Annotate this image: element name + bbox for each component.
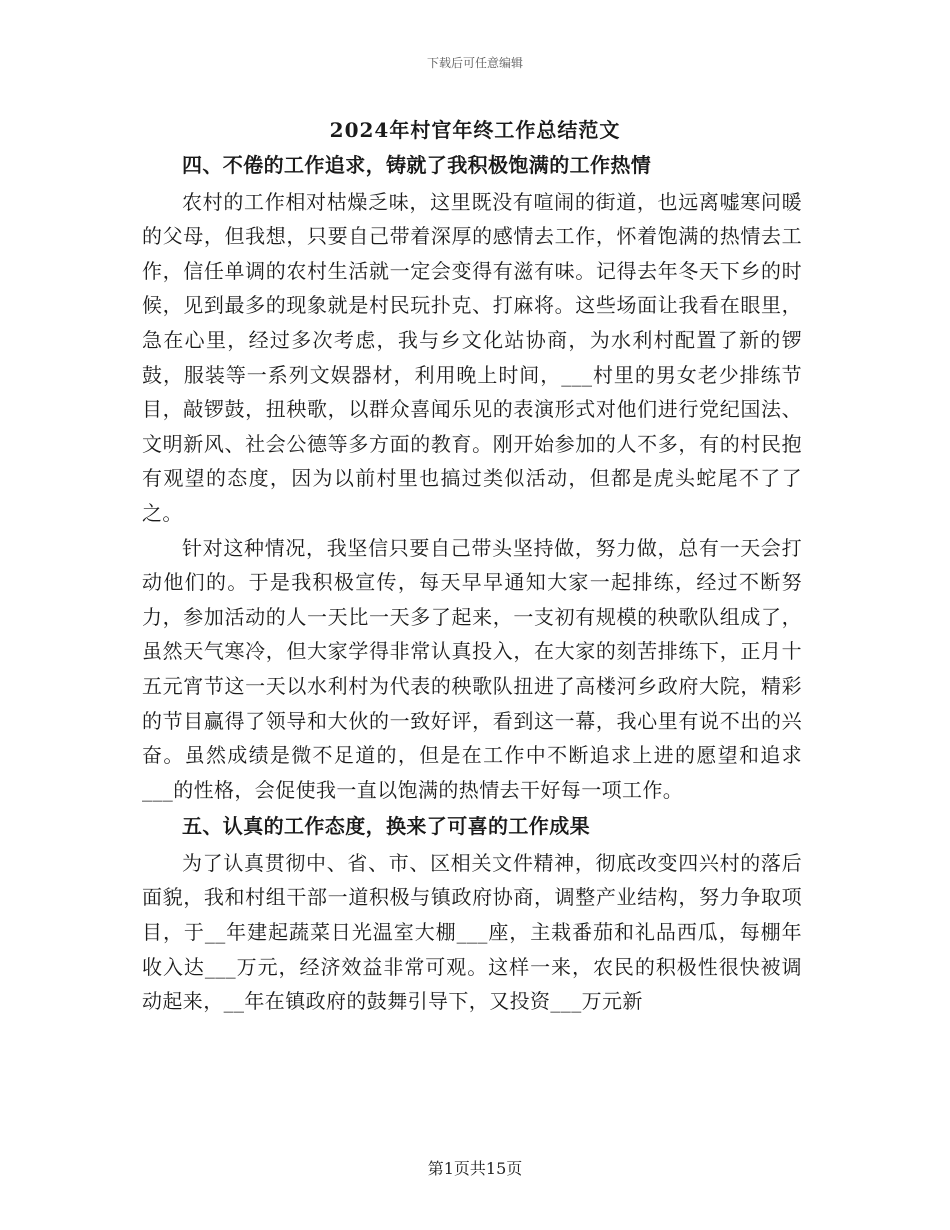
paragraph: 农村的工作相对枯燥乏味，这里既没有喧闹的街道，也远离嘘寒问暖的父母，但我想，只要自己带着深厚的感情去工作，怀着饱满的热情去工作，信任单调的农村生活就一定会变得有滋有味。记得去年冬天下乡的时候，见到最多的现象就是村民玩扑克、打麻将。这些场面让我看在眼里，急在心里，经过多次考虑，我与乡文化站协商，为水利村配置了新的锣鼓，服装等一系列文娱器材，利用晚上时间，___村里的男女老少排练节目，敲锣鼓，扭秧歌，以群众喜闻乐见的表演形式对他们进行党纪国法、文明新风、社会公德等多方面的教育。刚开始参加的人不多，有的村民抱有观望的态度，因为以前村里也搞过类似活动，但都是虎头蛇尾不了了之。	[142, 189, 802, 525]
section-heading: 四、不倦的工作追求，铸就了我积极饱满的工作热情	[182, 153, 652, 177]
section-heading: 五、认真的工作态度，换来了可喜的工作成果	[182, 814, 590, 839]
document-body	[142, 146, 802, 1019]
page-footer: 第1页共15页	[427, 1159, 523, 1178]
paragraph: 针对这种情况，我坚信只要自己带头坚持做，努力做，总有一天会打动他们的。于是我积极宣传，每天早早通知大家一起排练，经过不断努力，参加活动的人一天比一天多了起来，一支初有规模的秧歌队组成了，虽然天气寒冷，但大家学得非常认真投入，在大家的刻苦排练下，正月十五元宵节这一天以水利村为代表的秧歌队扭进了高楼河乡政府大院，精彩的节目赢得了领导和大伙的一致好评，看到这一幕，我心里有说不出的兴奋。虽然成绩是微不足道的，但是在工作中不断追求上进的愿望和追求___的性格，会促使我一直以饱满的热情去干好每一项工作。	[142, 535, 802, 802]
document-title: 2024年村官年终工作总结范文	[329, 118, 621, 142]
header-note: 下载后可任意编辑	[426, 56, 523, 70]
paragraph: 为了认真贯彻中、省、市、区相关文件精神，彻底改变四兴村的落后面貌，我和村组干部一道积极与镇政府协商，调整产业结构，努力争取项目，于__年建起蔬菜日光温室大棚___座，主栽番茄和礼品西瓜，每棚年收入达___万元，经济效益非常可观。这样一来，农民的积极性很快被调动起来，__年在镇政府的鼓舞引导下，又投资___万元新	[142, 850, 802, 1014]
